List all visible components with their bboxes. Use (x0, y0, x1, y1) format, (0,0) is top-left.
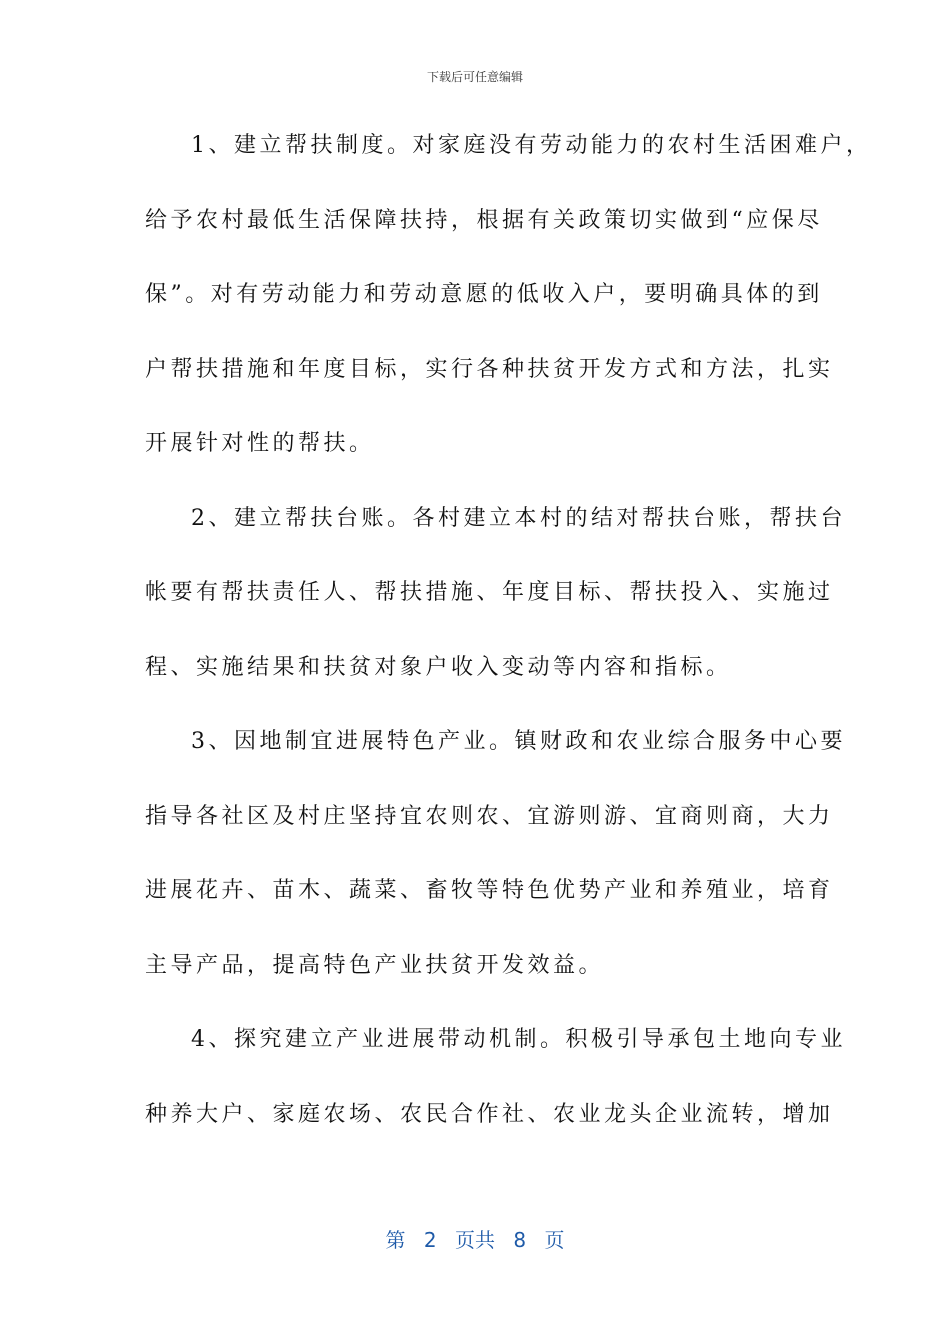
document-body (145, 124, 872, 1167)
text-line: 主导产品，提高特色产业扶贫开发效益。 (145, 952, 605, 978)
paragraph-2 (145, 497, 846, 721)
text-line: 指导各社区及村庄坚持宜农则农、宜游则游、宜商则商，大力 (145, 803, 834, 829)
text-line: 开展针对性的帮扶。 (145, 431, 375, 456)
text-line: 给予农村最低生活保障扶持，根据有关政策切实做到“应保尽 (145, 207, 823, 233)
text-line: 保”。对有劳动能力和劳动意愿的低收入户，要明确具体的到 (145, 282, 823, 307)
text-line: 4、探究建立产业进展带动机制。积极引导承包土地向专业 (191, 1027, 846, 1052)
text-line: 进展花卉、苗木、蔬菜、畜牧等特色优势产业和养殖业，培育 (145, 878, 834, 903)
text-line: 程、实施结果和扶贫对象户收入变动等内容和指标。 (145, 654, 732, 680)
text-line: 种养大户、家庭农场、农民合作社、农业龙头企业流转，增加 (145, 1101, 834, 1127)
current-page-number: 2 (423, 1228, 437, 1252)
text-line: 3、因地制宜进展特色产业。镇财政和农业综合服务中心要 (191, 729, 846, 754)
total-page-number: 8 (513, 1228, 527, 1252)
page-footer (0, 1224, 950, 1253)
text-line: 户帮扶措施和年度目标，实行各种扶贫开发方式和方法，扎实 (145, 356, 834, 382)
page-header: 下载后可任意编辑 (426, 70, 523, 84)
page-label-prefix: 第 (385, 1228, 406, 1252)
paragraph-3 (145, 720, 846, 1018)
paragraph-4 (145, 1018, 846, 1167)
text-line: 1、建立帮扶制度。对家庭没有劳动能力的农村生活困难户， (191, 133, 872, 158)
text-line: 2、建立帮扶台账。各村建立本村的结对帮扶台账，帮扶台 (191, 505, 846, 531)
page-label-suffix: 页 (544, 1228, 565, 1252)
page-label-middle: 页共 (455, 1228, 495, 1252)
paragraph-1 (145, 124, 872, 497)
text-line: 帐要有帮扶责任人、帮扶措施、年度目标、帮扶投入、实施过 (145, 580, 834, 605)
